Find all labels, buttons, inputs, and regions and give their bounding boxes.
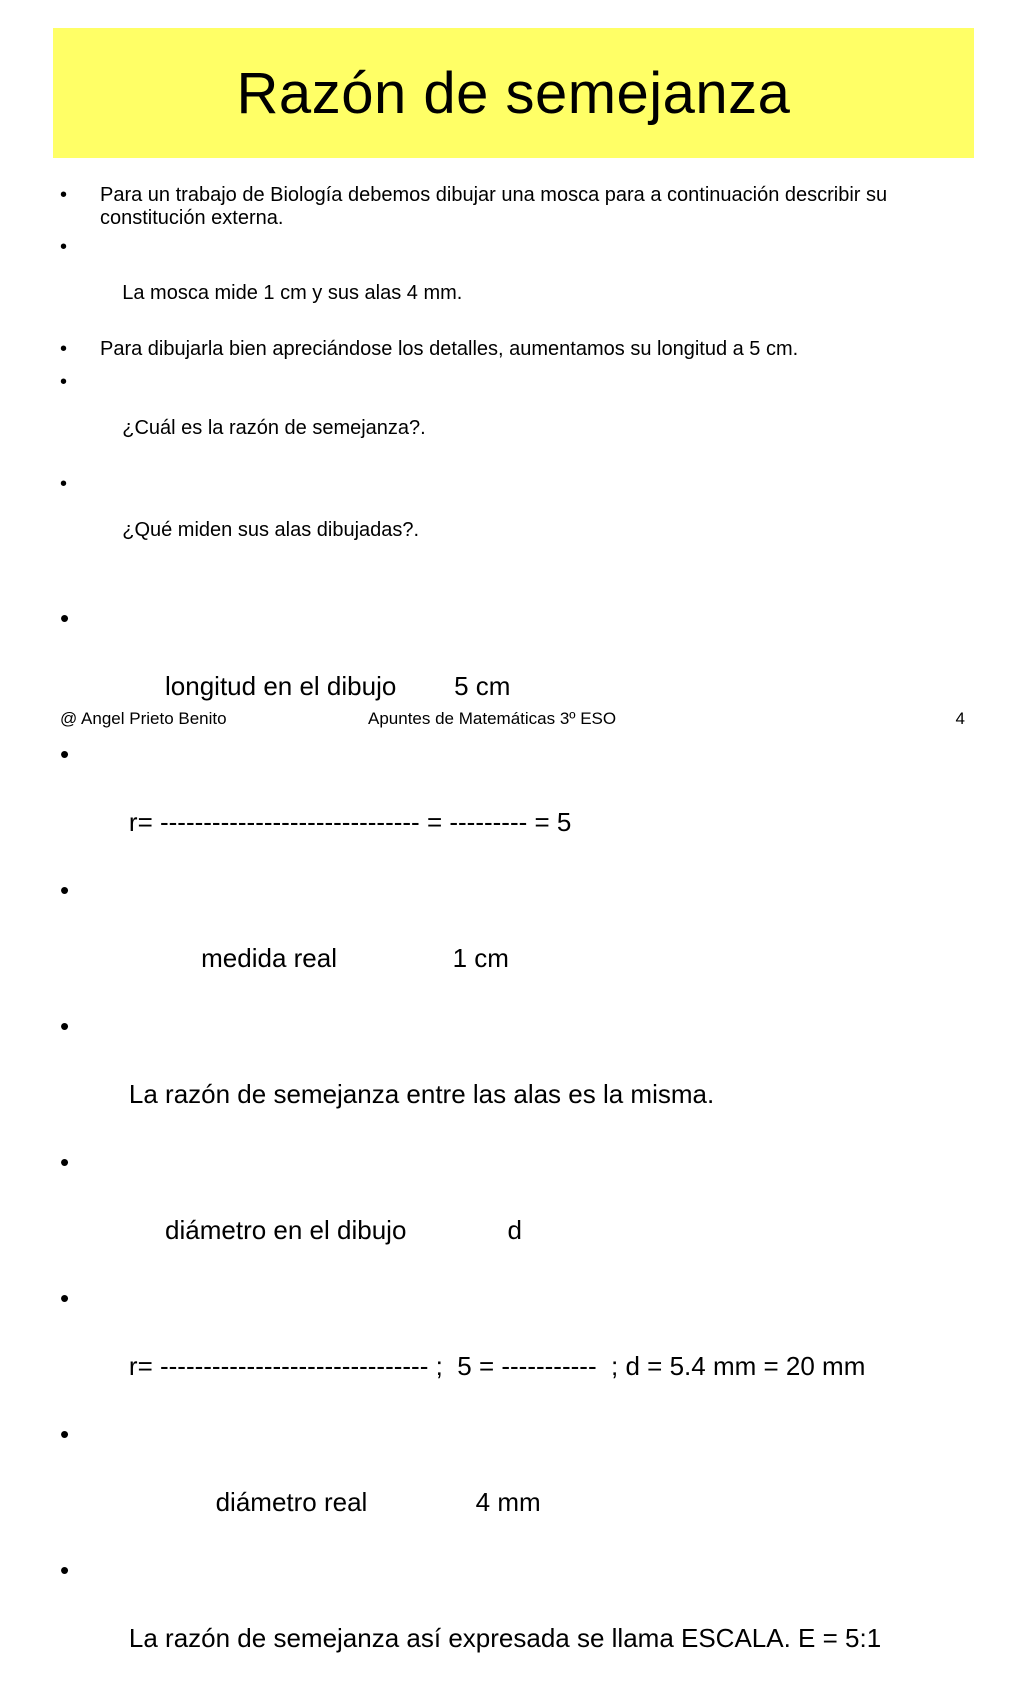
bullet-text: medida real 1 cm	[128, 943, 509, 973]
bullet-marker: •	[60, 338, 68, 360]
bullet-item-fly-size	[60, 236, 960, 328]
slide-title: Razón de semejanza	[236, 60, 791, 126]
bullet-text: r= ------------------------------ = --------- = 5	[128, 807, 572, 837]
bullet-marker: •	[60, 236, 68, 258]
bullet-text: ¿Cuál es la razón de semejanza?.	[122, 417, 426, 439]
bullet-marker: •	[60, 1419, 70, 1449]
bullet-item-question-ratio	[60, 371, 960, 463]
bullet-marker: •	[60, 184, 68, 206]
bullet-text: diámetro en el dibujo d	[128, 1215, 522, 1245]
fraction-denominator-diameter	[60, 1417, 960, 1553]
bullet-marker: •	[60, 371, 68, 393]
bullet-text: ¿Qué miden sus alas dibujadas?.	[122, 519, 420, 541]
bullet-text: r= ------------------------------- ; 5 = ----------- ; d = 5.4 mm = 20 mm	[128, 1351, 866, 1381]
bullet-marker: •	[60, 1555, 70, 1585]
bullet-item-same-ratio	[60, 1009, 960, 1145]
bullet-text: Para dibujarla bien apreciándose los detalles, aumentamos su longitud a 5 cm.	[100, 338, 799, 360]
bullet-item-scale	[60, 1553, 960, 1689]
bullet-marker: •	[60, 1283, 70, 1313]
bullet-marker: •	[60, 473, 68, 495]
bullet-marker: •	[60, 603, 70, 633]
bullet-marker: •	[60, 739, 70, 769]
bullet-text: La mosca mide 1 cm y sus alas 4 mm.	[122, 282, 463, 304]
fraction-numerator-diameter	[60, 1145, 960, 1281]
bullet-marker: •	[60, 1147, 70, 1177]
page-number: 4	[955, 709, 965, 728]
slide-footer	[60, 707, 965, 731]
bullet-text: La razón de semejanza así expresada se llama ESCALA. E = 5:1	[128, 1623, 882, 1653]
footer-author: @ Angel Prieto Benito	[60, 709, 227, 728]
bullet-marker: •	[60, 1011, 70, 1041]
bullet-text: longitud en el dibujo 5 cm	[128, 671, 511, 701]
bullet-text: Para un trabajo de Biología debemos dibujar una mosca para a continuación describir su constitución externa.	[100, 184, 888, 229]
ratio-equation-diameter	[60, 1281, 960, 1417]
slide-content	[60, 184, 960, 1689]
bullet-item-question-wings	[60, 473, 960, 565]
fraction-denominator-length	[60, 873, 960, 1009]
bullet-marker: •	[60, 875, 70, 905]
bullet-text: diámetro real 4 mm	[128, 1487, 541, 1517]
bullet-item-problem-intro	[60, 184, 960, 230]
title-banner	[53, 28, 974, 158]
bullet-item-enlargement	[60, 338, 960, 361]
bullet-text: La razón de semejanza entre las alas es la misma.	[128, 1079, 715, 1109]
footer-course: Apuntes de Matemáticas 3º ESO	[368, 709, 617, 728]
ratio-equation-length	[60, 737, 960, 873]
